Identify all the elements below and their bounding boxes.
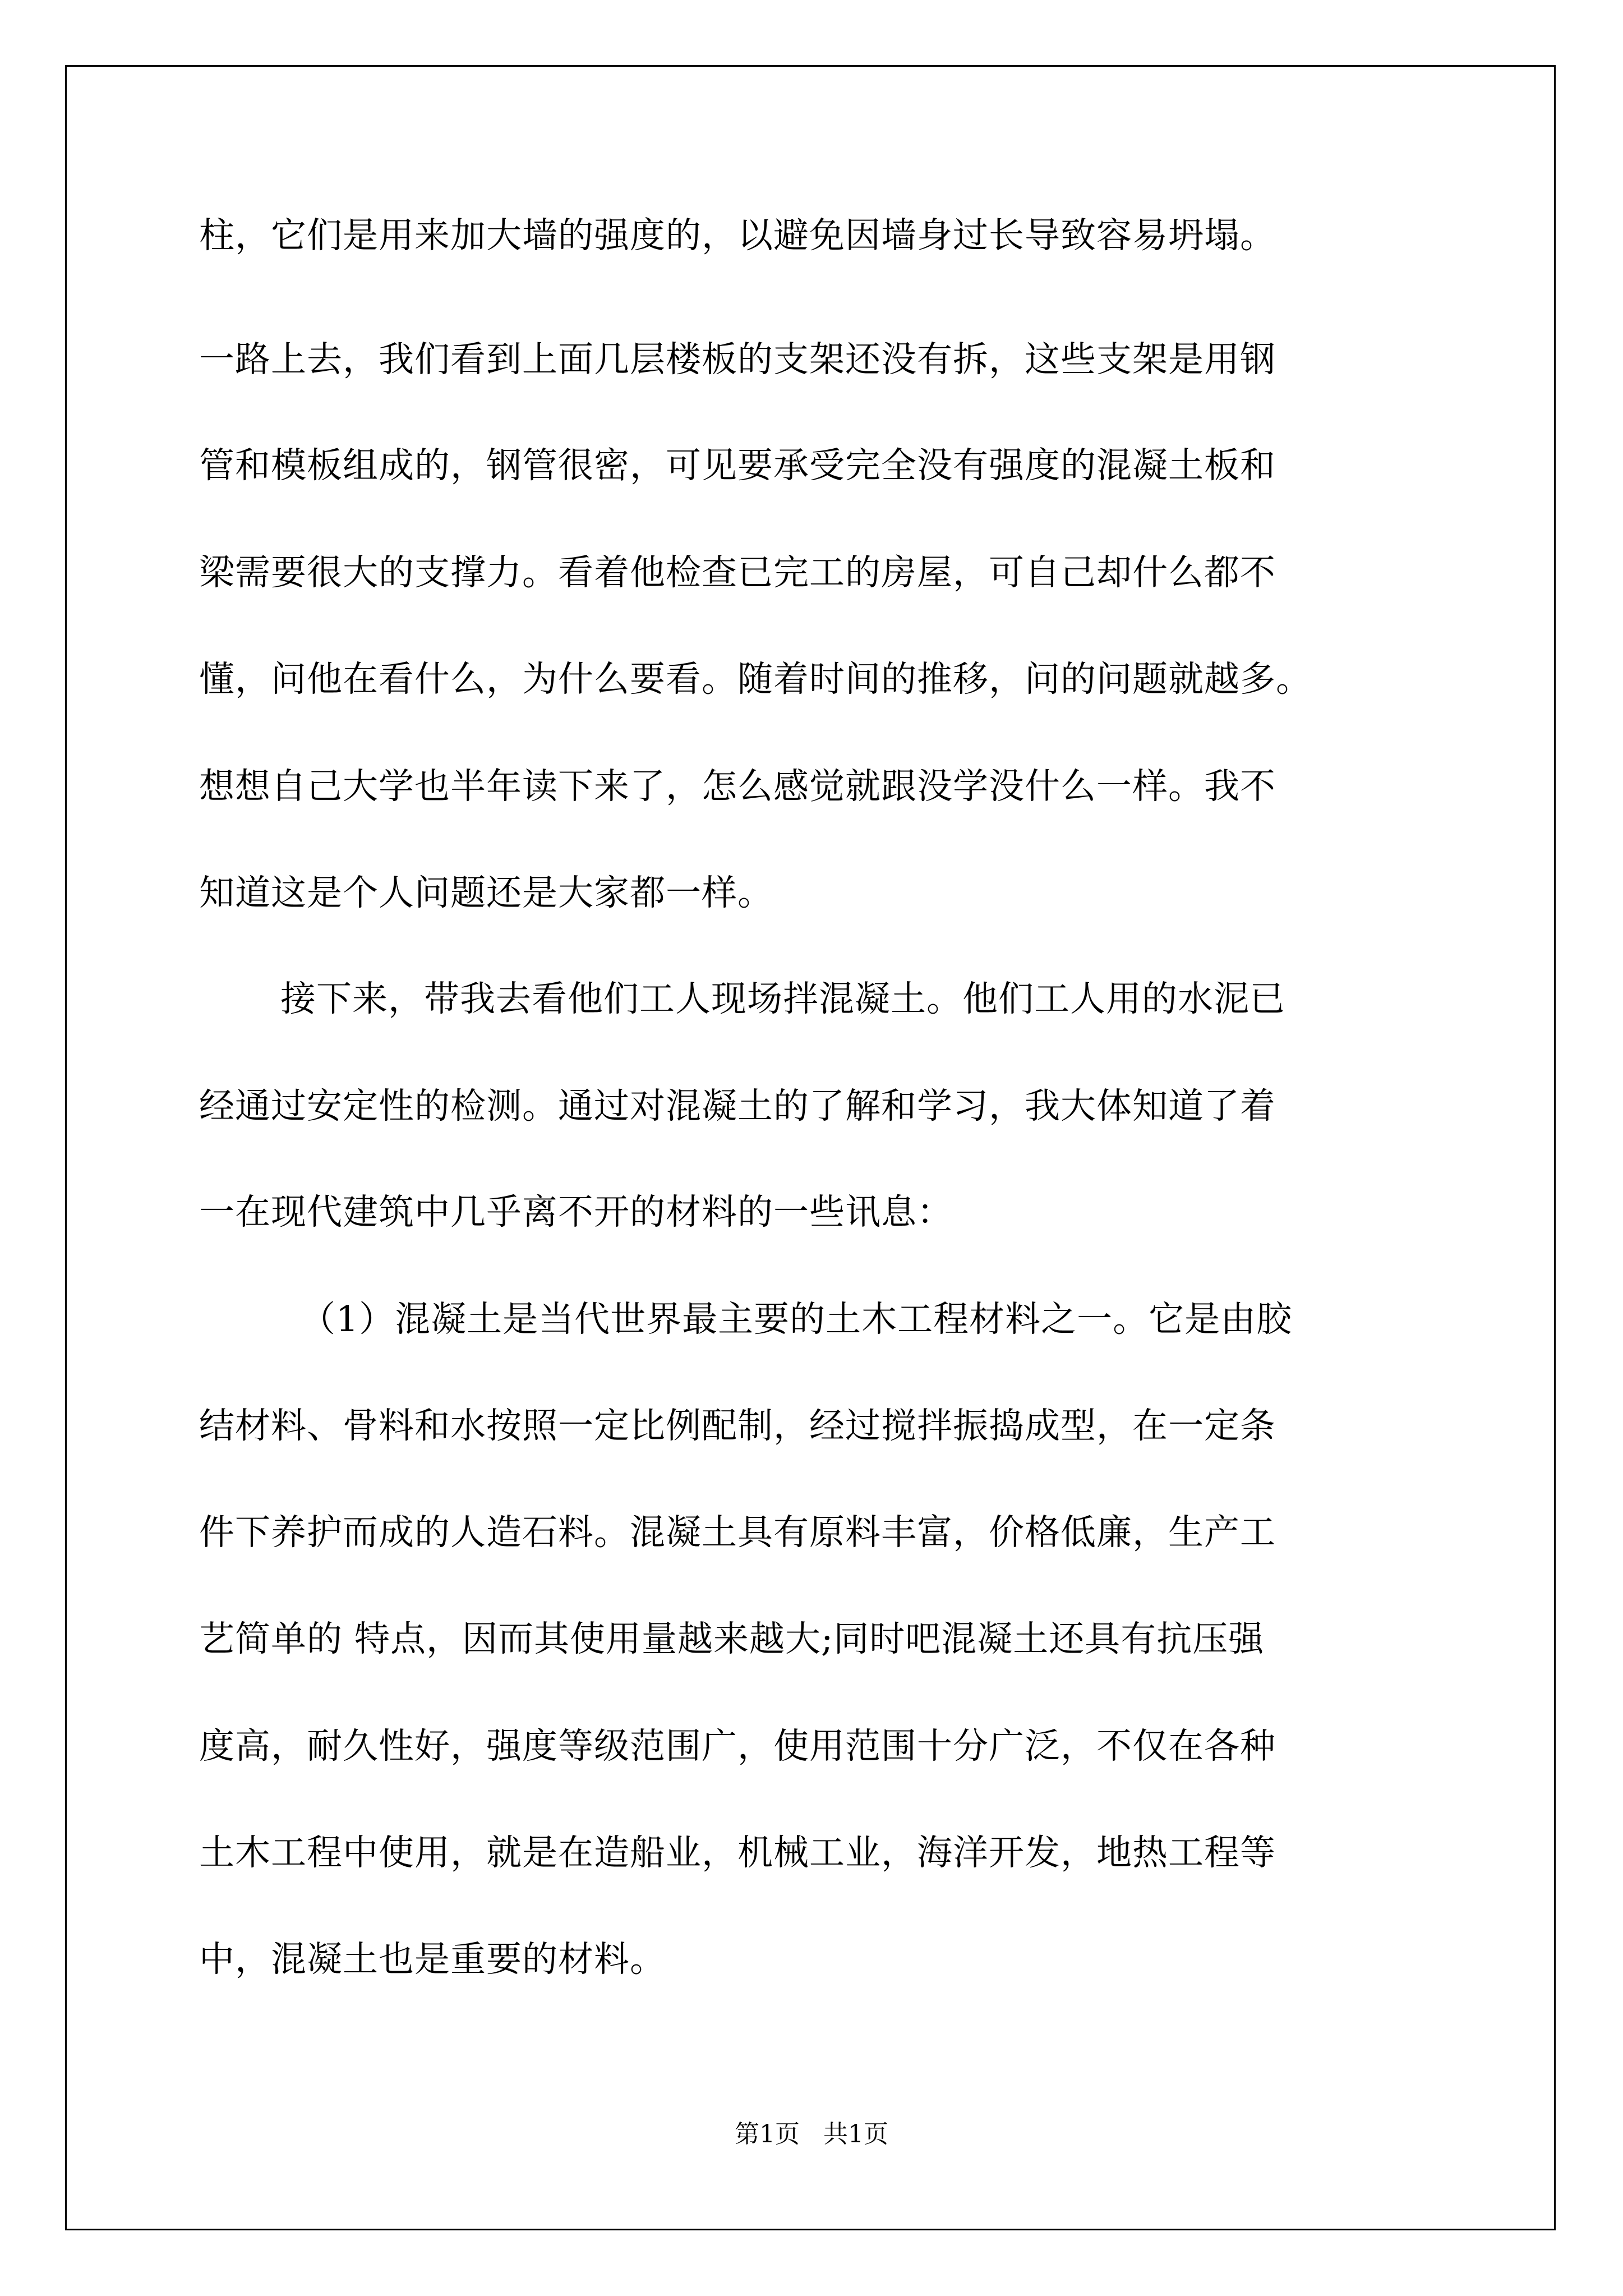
body-text-line: 柱，它们是用来加大墙的强度的，以避免因墙身过长导致容易坍塌。 bbox=[199, 215, 1276, 256]
body-text-line: 土木工程中使用，就是在造船业，机械工业，海洋开发，地热工程等 bbox=[199, 1832, 1276, 1873]
body-text-line: 管和模板组成的，钢管很密，可见要承受完全没有强度的混凝土板和 bbox=[199, 445, 1276, 486]
page-border bbox=[65, 65, 1556, 2230]
body-text-line: 度高，耐久性好，强度等级范围广，使用范围十分广泛，不仅在各种 bbox=[199, 1726, 1276, 1766]
body-text-line: 接下来，带我去看他们工人现场拌混凝土。他们工人用的水泥已 bbox=[280, 978, 1285, 1019]
body-text-line: 艺简单的 特点，因而其使用量越来越大;同时吧混凝土还具有抗压强 bbox=[199, 1618, 1265, 1659]
body-text-line: 梁需要很大的支撑力。看着他检查已完工的房屋，可自己却什么都不 bbox=[199, 552, 1276, 593]
body-text-line: 懂，问他在看什么，为什么要看。随着时间的推移，问的问题就越多。 bbox=[199, 659, 1312, 700]
body-text-line: 结材料、骨料和水按照一定比例配制，经过搅拌振捣成型，在一定条 bbox=[199, 1405, 1276, 1446]
page-number-footer: 第1页 共1页 bbox=[735, 2120, 888, 2148]
body-text-line: 件下养护而成的人造石料。混凝土具有原料丰富，价格低廉，生产工 bbox=[199, 1512, 1276, 1553]
body-text-line: （1）混凝土是当代世界最主要的土木工程材料之一。它是由胶 bbox=[300, 1299, 1293, 1340]
body-text-line: 想想自己大学也半年读下来了，怎么感觉就跟没学没什么一样。我不 bbox=[199, 766, 1276, 807]
body-text-line: 知道这是个人问题还是大家都一样。 bbox=[199, 872, 773, 913]
body-text-line: 一在现代建筑中几乎离不开的材料的一些讯息： bbox=[199, 1191, 953, 1232]
body-text-line: 经通过安定性的检测。通过对混凝土的了解和学习，我大体知道了着 bbox=[199, 1085, 1276, 1126]
body-text-line: 中，混凝土也是重要的材料。 bbox=[199, 1939, 666, 1980]
body-text-line: 一路上去，我们看到上面几层楼板的支架还没有拆，这些支架是用钢 bbox=[199, 339, 1276, 380]
